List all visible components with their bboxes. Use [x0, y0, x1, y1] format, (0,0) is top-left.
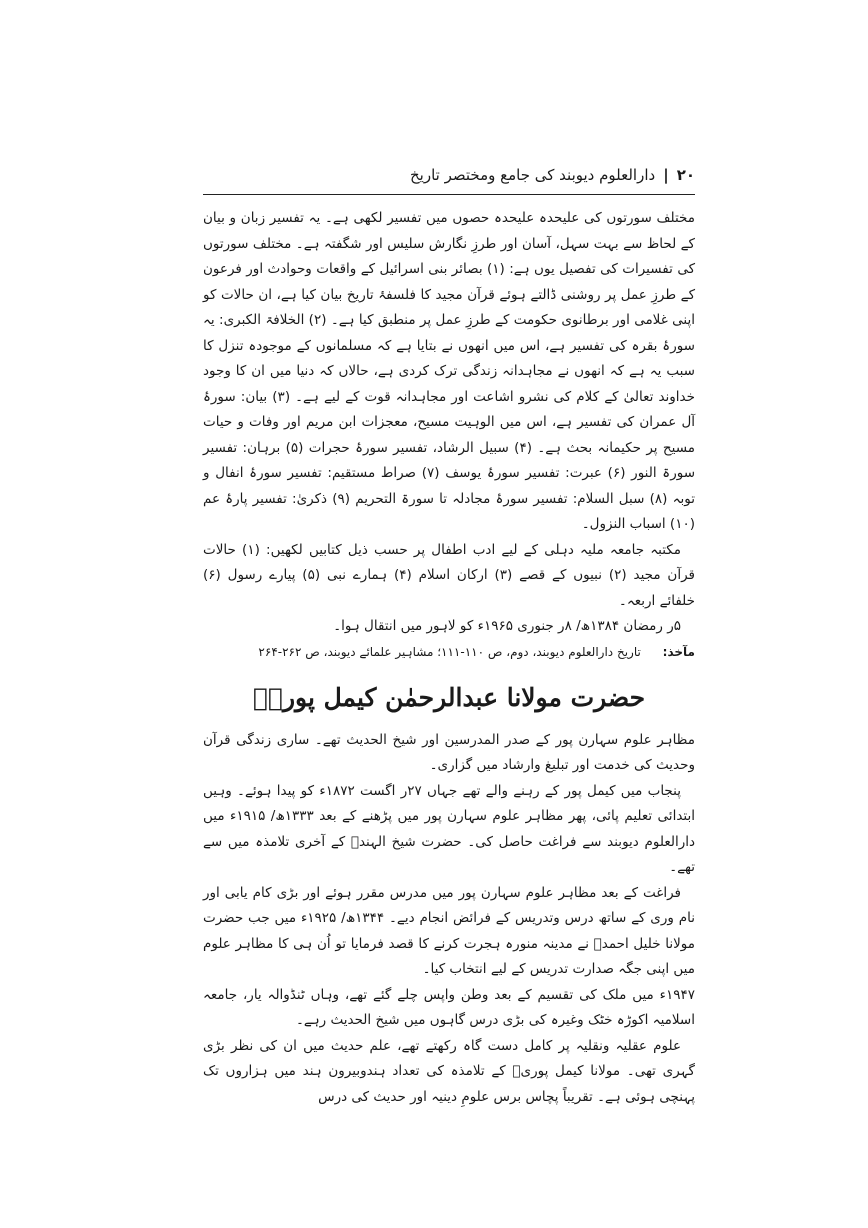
- reference-label: مآخذ:: [662, 644, 695, 659]
- reference-line: [203, 640, 695, 664]
- paragraph: ۵ر رمضان ۱۳۸۴ھ/ ۸ر جنوری ۱۹۶۵ء کو لاہور میں انتقال ہوا۔: [333, 618, 681, 634]
- running-title: دارالعلوم دیوبند کی جامع ومختصر تاریخ: [409, 166, 656, 184]
- paragraph: مختلف سورتوں کی علیحدہ علیحدہ حصوں میں تفسیر لکھی ہے۔ یہ تفسیر زبان و بیان کے لحاظ سے بہت سہل، آسان اور طرزِ نگارش سلیس اور شگفتہ ہے۔ مختلف سورتوں کی تفسیرات کی تفصیل یوں ہے: (۱) بصائر بنی اسرائیل کے واقعات وحوادث اور فرعون کے طرزِ عمل پر روشنی ڈالتے ہوئے قرآن مجید کا فلسفۂ تاریخ بیان کیا ہے، ان حالات کو اپنی غلامی اور برطانوی حکومت کے طرزِ عمل پر منطبق کیا ہے۔ (۲) الخلافۃ الکبری: یہ سورۂ بقرہ کی تفسیر ہے، اس میں انھوں نے بتایا ہے کہ مسلمانوں کے موجودہ تنزل کا سبب یہ ہے کہ انھوں نے مجاہدانہ زندگی ترک کردی ہے، حالاں کہ دنیا میں ان کا وجود خداوند تعالیٰ کے کلام کی نشرو اشاعت اور مجاہدانہ قوت کے لیے ہے۔ (۳) بیان: سورۂ آل عمران کی تفسیر ہے، اس میں الوہیت مسیح، معجزات ابن مریم اور وفات و حیات مسیح پر حکیمانہ بحث ہے۔ (۴) سبیل الرشاد، تفسیر سورۂ حجرات (۵) برہان: تفسیر سورۃ النور (۶) عبرت: تفسیر سورۂ یوسف (۷) صراط مستقیم: تفسیر سورۂ انفال و توبہ (۸) سبل السلام: تفسیر سورۂ مجادلہ تا سورۃ التحریم (۹) ذکریٰ: تفسیر پارۂ عم (۱۰) اسباب النزول۔: [203, 210, 696, 532]
- page-number: ۲۰: [676, 166, 695, 184]
- paragraph: فراغت کے بعد مظاہر علوم سہارن پور میں مدرس مقرر ہوئے اور بڑی کام یابی اور نام وری کے ساتھ درس وتدریس کے فرائض انجام دیے۔ ۱۳۴۴ھ/ ۱۹۲۵ء میں جب حضرت مولانا خلیل احمدؒ نے مدینہ منورہ ہجرت کرنے کا قصد فرمایا تو اُن ہی کا مظاہر علوم میں اپنی جگہ صدارت تدریس کے لیے انتخاب کیا۔: [203, 884, 695, 977]
- header-separator: |: [663, 166, 669, 184]
- section-heading: حضرت مولانا عبدالرحمٰن کیمل پوریؒ: [252, 682, 646, 712]
- reference-text: تاریخ دارالعلوم دیوبند، دوم، ص ۱۱۰-۱۱۱؛ مشاہیر علمائے دیوبند، ص ۲۶۲-۲۶۴: [258, 644, 641, 659]
- paragraph: مظاہر علوم سہارن پور کے صدر المدرسین اور شیخ الحدیث تھے۔ ساری زندگی قرآن وحدیث کی خدمت اور تبلیغ وارشاد میں گزاری۔: [203, 731, 695, 773]
- running-header: [203, 162, 695, 188]
- header-rule: [203, 194, 695, 195]
- body-text: [203, 206, 695, 1110]
- paragraph: پنجاب میں کیمل پور کے رہنے والے تھے جہاں ۲۷ر اگست ۱۸۷۲ء کو پیدا ہوئے۔ وہیں ابتدائی تعلیم پائی، پھر مظاہر علوم سہارن پور میں پڑھنے کے بعد ۱۳۳۳ھ/ ۱۹۱۵ء میں دارالعلوم دیوبند سے فراغت حاصل کی۔ حضرت شیخ الہندؒ کے آخری تلامذہ میں سے تھے۔: [203, 782, 695, 875]
- paragraph: ۱۹۴۷ء میں ملک کی تقسیم کے بعد وطن واپس چلے گئے تھے، وہاں ٹنڈوالہ یار، جامعہ اسلامیہ اکوڑہ خٹک وغیرہ کی بڑی درس گاہوں میں شیخ الحدیث رہے۔: [203, 986, 695, 1028]
- paragraph: مکتبہ جامعہ ملیہ دہلی کے لیے ادب اطفال پر حسب ذیل کتابیں لکھیں: (۱) حالات قرآن مجید (۲) نبیوں کے قصے (۳) ارکان اسلام (۴) ہمارے نبی (۵) پیارے رسول (۶) خلفائے اربعہ۔: [203, 541, 696, 609]
- paragraph: علوم عقلیہ ونقلیہ پر کامل دست گاہ رکھتے تھے، علم حدیث میں ان کی نظر بڑی گہری تھی۔ مولانا کیمل پوریؒ کے تلامذہ کی تعداد ہندوبیرون ہند میں ہزاروں تک پہنچی ہوئی ہے۔ تقریباً پچاس برس علومِ دینیہ اور حدیث کی درس: [203, 1037, 695, 1105]
